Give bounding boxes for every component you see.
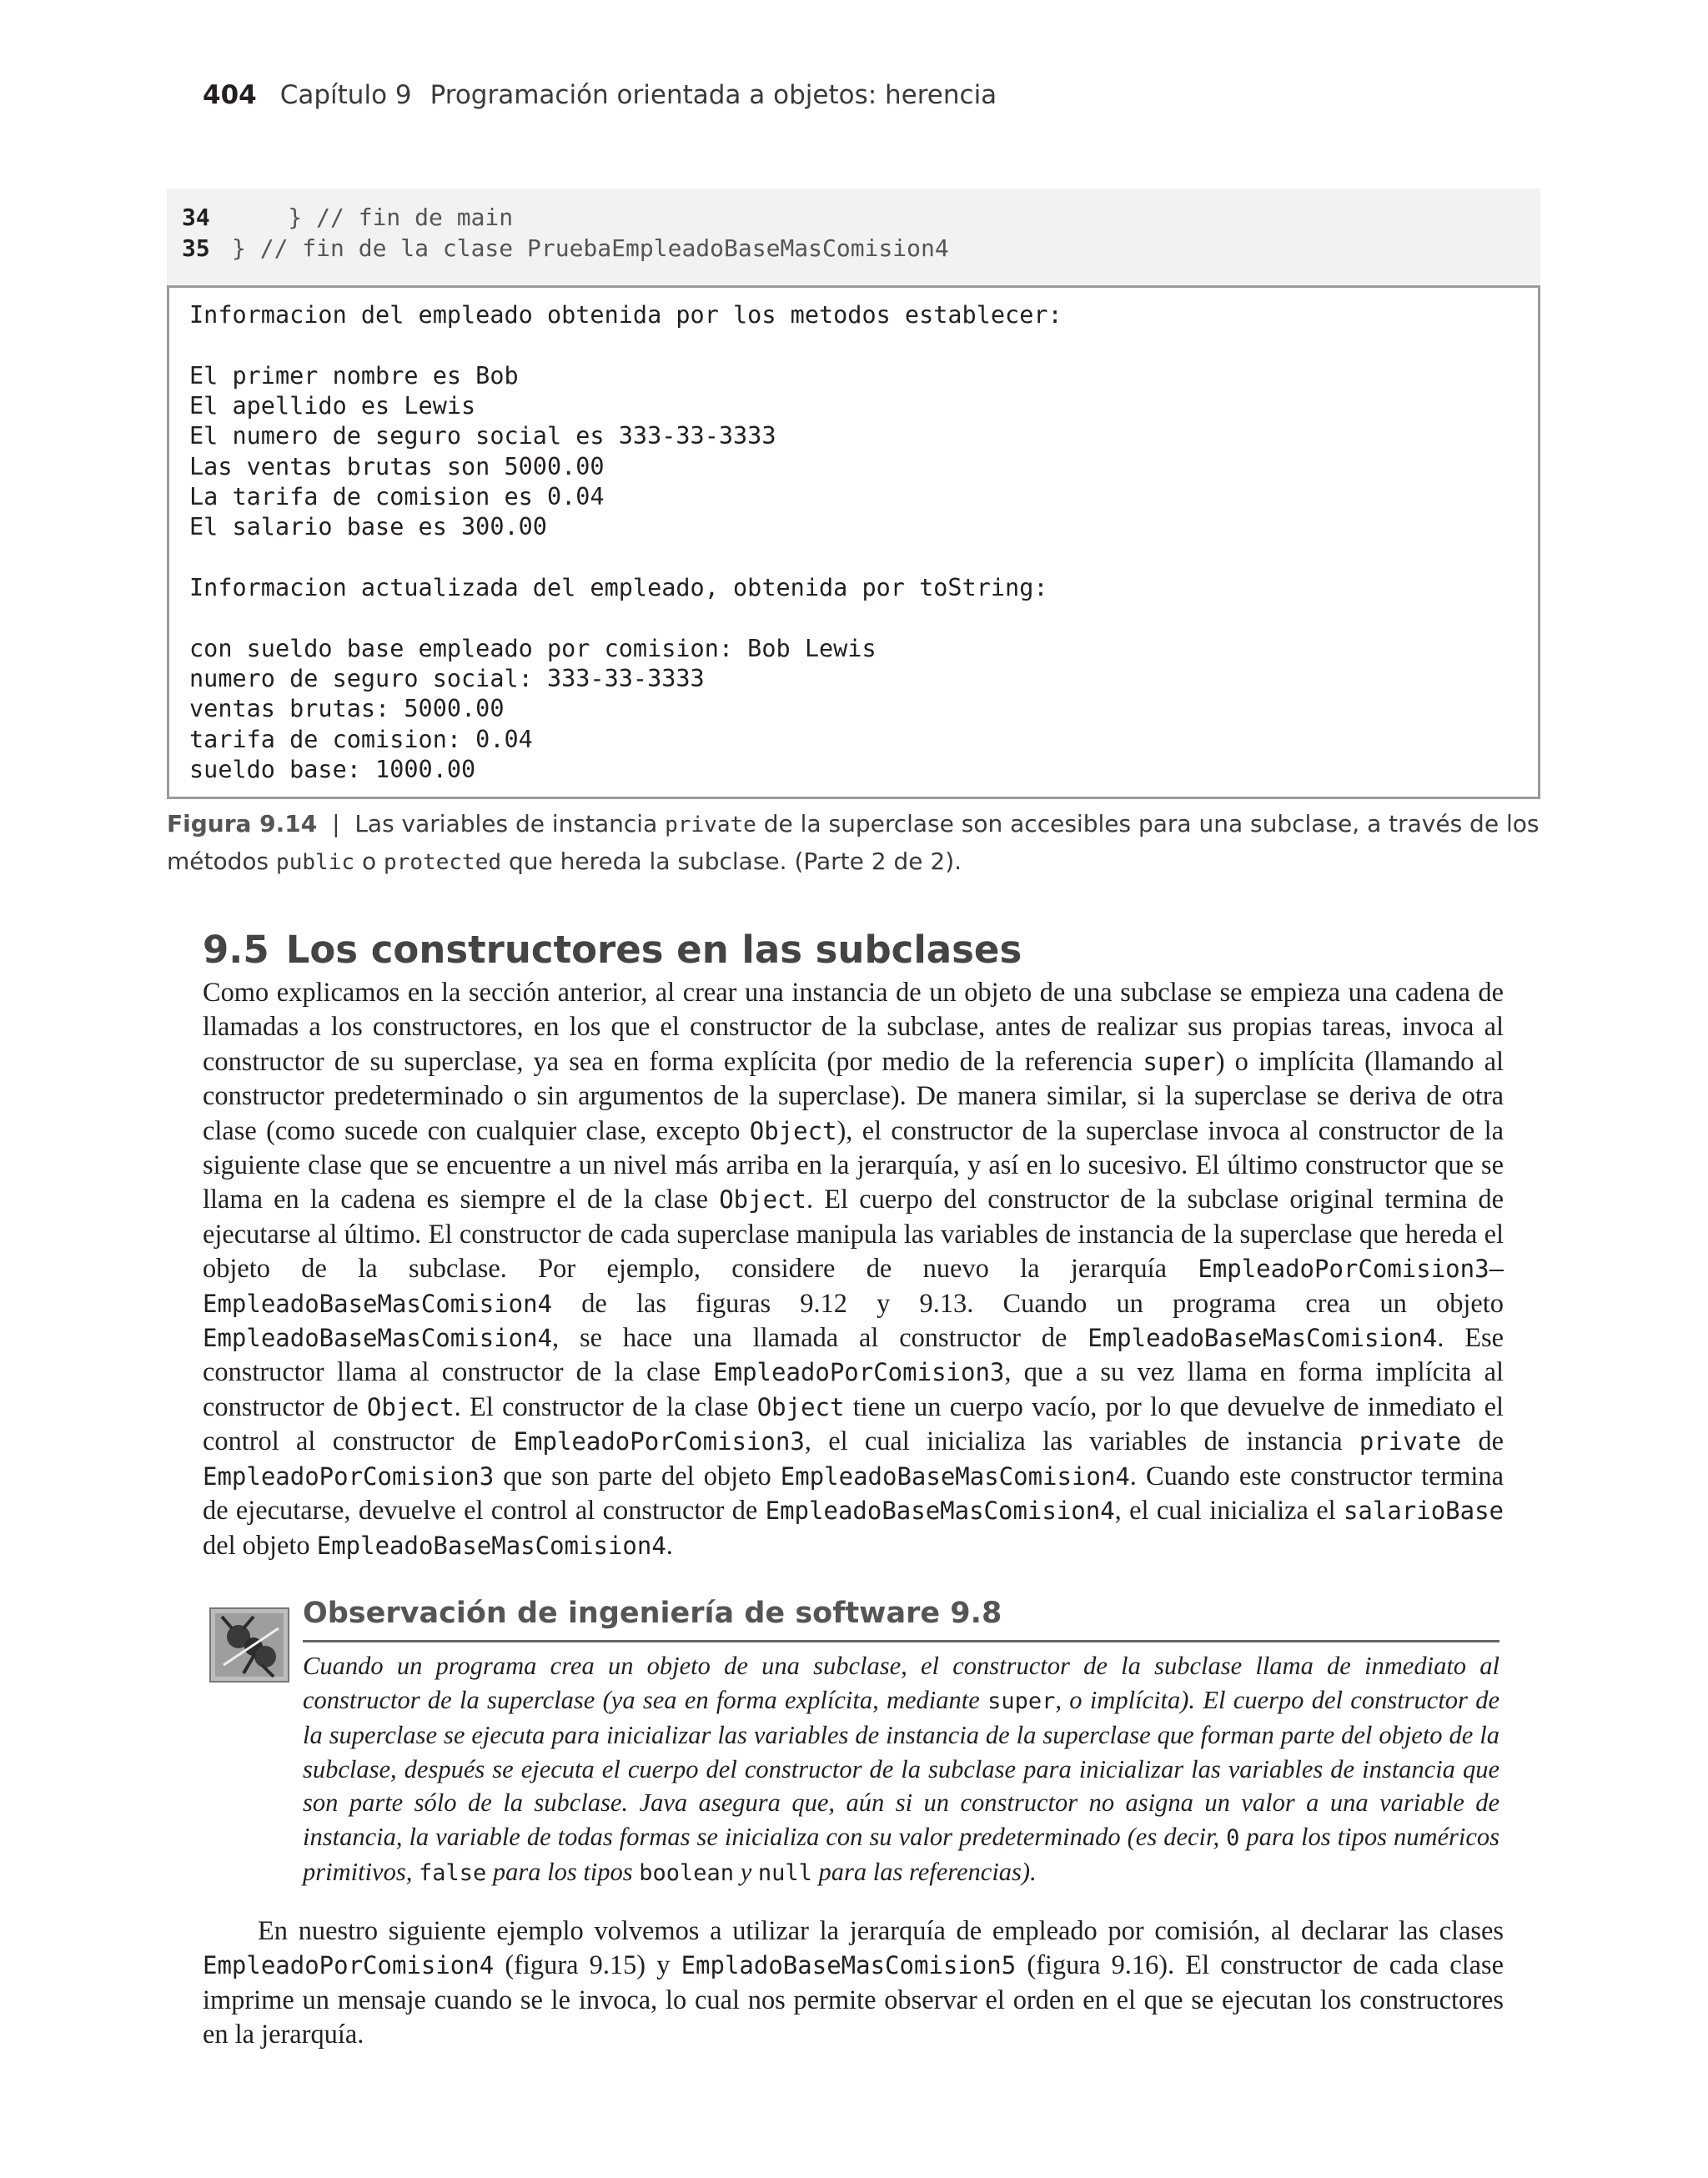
running-head [203, 80, 997, 110]
output-line: Las ventas brutas son 5000.00 [189, 453, 605, 480]
observation-rule [303, 1640, 1500, 1642]
program-output [167, 285, 1540, 799]
text-run: . [666, 1530, 673, 1561]
text-run: , el cual inicializa el [1114, 1496, 1336, 1527]
output-line: sueldo base: 1000.00 [189, 756, 476, 783]
output-line: con sueldo base empleado por comision: Bob Lewis [189, 635, 877, 662]
text-run: , el cual inicializa las variables de instancia [804, 1426, 1343, 1457]
output-line: La tarifa de comision es 0.04 [189, 483, 605, 511]
chapter-title: Programación orientada a objetos: herencia [430, 80, 997, 110]
code-run: super [987, 1688, 1056, 1714]
output-line: tarifa de comision: 0.04 [189, 726, 533, 753]
code-run: EmpleadoPorComision4 [203, 1951, 495, 1980]
code-run: salarioBase [1343, 1496, 1504, 1526]
caption-text: Las variables de instancia [354, 810, 658, 837]
code-run: EmpleadoBaseMasComision4 [765, 1496, 1115, 1526]
figure-label: Figura 9.14 [167, 810, 318, 837]
figure-caption [167, 806, 1543, 881]
line-number: 35 [182, 234, 210, 262]
output-line: ventas brutas: 5000.00 [189, 695, 505, 722]
text-run: ) o implícita (llamando al constructor predeterminado o sin argumentos de la superclase). De manera similar, si la superclase se deriva de otra clase (como sucede con cualquier clase, excepto [203, 1046, 1504, 1146]
text-run: . El cuerpo del constructor de la subclase original termina de ejecutarse al último. El constructor de cada superclase manipula las variables de instancia de la superclase que hereda el objeto de la subclase. Por ejemplo, considere de nuevo la jerarquía [203, 1185, 1504, 1285]
chapter-label: Capítulo 9 [279, 80, 412, 110]
body-paragraph-2 [203, 1914, 1504, 2053]
code-run: EmpleadoPorComision3 [513, 1427, 805, 1456]
text-run: para los tipos numéricos primitivos, [303, 1822, 1500, 1886]
code-run: null [757, 1860, 812, 1886]
text-run: . El constructor de la clase [454, 1391, 749, 1422]
code-listing [167, 189, 1540, 284]
code-text: } // fin de main [232, 204, 514, 231]
caption-text: que hereda la subclase. (Parte 2 de 2). [508, 848, 962, 875]
caption-text: de la superclase son accesibles para una subclase, a través de los métodos [167, 810, 1540, 875]
text-run: . Cuando este constructor termina de ejecutarse, devuelve el control al constructor de [203, 1461, 1504, 1527]
code-run: EmpleadoPorComision3 [713, 1358, 1005, 1387]
text-run: de las figuras 9.12 y 9.13. Cuando un programa crea un objeto [581, 1288, 1504, 1319]
output-line: El apellido es Lewis [189, 392, 476, 420]
caption-code: private [665, 812, 756, 837]
text-run: (figura 9.15) y [505, 1950, 671, 1981]
code-run: super [1143, 1047, 1216, 1076]
text-run: que son parte del objeto [503, 1461, 771, 1491]
code-run: Object [749, 1116, 837, 1145]
text-run: y [740, 1858, 752, 1886]
line-number: 34 [182, 204, 210, 231]
page-number: 404 [203, 80, 257, 110]
text-run: del objeto [203, 1530, 310, 1561]
text-run: Cuando un programa crea un objeto de una subclase, el constructor de la subclase llama de inmediato al constructor de la superclase (ya sea en forma explícita, mediante [303, 1652, 1500, 1714]
code-run: EmpleadoBaseMasComision4 [780, 1461, 1130, 1491]
text-run: ), el constructor de la superclase invoca al constructor de la siguiente clase que se encuentre a un nivel más arriba en la jerarquía, y así en lo sucesivo. El último constructor que se llama en la cadena es siempre el de la clase [203, 1115, 1504, 1215]
code-run: EmpleadoBaseMasComision4 [1088, 1324, 1438, 1353]
code-run: Object [756, 1392, 845, 1421]
code-run: EmpleadoPorComision3 [203, 1461, 495, 1491]
code-run: EmpleadoBaseMasComision4 [316, 1531, 666, 1560]
output-line: El salario base es 300.00 [189, 513, 547, 541]
code-line [182, 204, 513, 231]
output-line: El primer nombre es Bob [189, 362, 519, 390]
software-engineering-icon [207, 1603, 292, 1687]
output-line: numero de seguro social: 333-33-3333 [189, 665, 705, 692]
code-run: private [1359, 1427, 1462, 1456]
caption-separator: | [332, 810, 340, 837]
caption-code: protected [384, 850, 502, 875]
text-run: Como explicamos en la sección anterior, al crear una instancia de un objeto de una subclase se empieza una cadena de llamadas a los constructores, en los que el constructor de la subclase, antes de realizar sus propias tareas, invoca al constructor de su superclase, ya sea en forma explícita (por medio de la referencia [203, 978, 1504, 1077]
code-run: Object [366, 1392, 455, 1421]
text-run: , o implícita). El cuerpo del constructor de la superclase se ejecuta para inicializar las variables de instancia de la superclase que forman parte del objeto de la subclase, después se ejecuta el cuerpo del constructor de la subclase para inicializar las variables de instancia que son parte sólo de la subclase. Java asegura que, aún si un constructor no asigna un valor a una variable de instancia, la variable de todas formas se inicializa con su valor predeterminado (es decir, [303, 1685, 1500, 1851]
output-line: El numero de seguro social es 333-33-3333 [189, 422, 776, 450]
section-number: 9.5 [203, 928, 269, 972]
caption-text: o [361, 848, 377, 875]
code-line [182, 234, 949, 262]
body-paragraph [203, 976, 1504, 1563]
caption-code: public [276, 850, 355, 875]
observation-text [303, 1649, 1500, 1891]
text-run: , que a su vez llama en forma implícita al constructor de [203, 1357, 1504, 1422]
code-run: EmpleadoBaseMasComision4 [203, 1324, 553, 1353]
code-run: false [418, 1860, 487, 1886]
text-run: , se hace una llamada al constructor de [552, 1323, 1068, 1354]
code-text: } // fin de la clase PruebaEmpleadoBaseMasComision4 [232, 234, 949, 262]
code-run: EmpladoBaseMasComision5 [681, 1951, 1017, 1980]
text-run: para los tipos [492, 1858, 633, 1886]
text-run: . Ese constructor llama al constructor de la clase [203, 1323, 1504, 1388]
output-line: Informacion actualizada del empleado, obtenida por toString: [189, 574, 1048, 601]
text-run: para las referencias). [818, 1858, 1037, 1886]
text-run: tiene un cuerpo vacío, por lo que devuelve de inmediato el control al constructor de [203, 1391, 1504, 1457]
text-run: En nuestro siguiente ejemplo volvemos a utilizar la jerarquía de empleado por comisión, al declarar las clases [258, 1916, 1504, 1946]
text-run: (figura 9.16). El constructor de cada clase imprime un mensaje cuando se le invoca, lo cual nos permite observar el orden en el que se ejecutan los constructores en la jerarquía. [203, 1950, 1504, 2050]
text-run: de [1478, 1426, 1504, 1457]
section-title: Los constructores en las subclases [285, 928, 1022, 972]
code-run: EmpleadoPorComision3–EmpleadoBaseMasComision4 [203, 1255, 1504, 1318]
code-run: boolean [639, 1860, 735, 1886]
output-line: Informacion del empleado obtenida por los metodos establecer: [189, 301, 1062, 329]
section-heading [203, 928, 1022, 972]
observation-title: Observación de ingeniería de software 9.8 [303, 1597, 1002, 1630]
code-run: Object [719, 1185, 806, 1215]
code-run: 0 [1226, 1824, 1240, 1851]
